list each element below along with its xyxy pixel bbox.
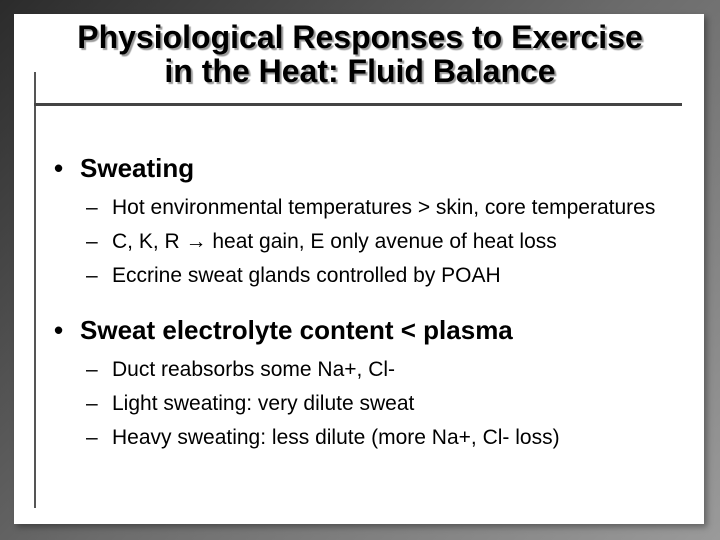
bullet-electrolyte — [54, 312, 694, 348]
sub-marker: – — [86, 392, 98, 415]
vertical-rule — [34, 72, 36, 508]
slide-content — [54, 150, 694, 456]
bullet-marker: • — [54, 153, 64, 183]
bullet-label: Sweating — [80, 153, 195, 183]
sub-list-sweating — [54, 192, 694, 291]
slide-title — [0, 20, 720, 88]
sub-marker: – — [86, 230, 98, 253]
sub-marker: – — [86, 426, 98, 449]
sub-text: Duct reabsorbs some Na+, Cl- — [112, 358, 396, 381]
sub-marker: – — [86, 358, 98, 381]
title-line-2: in the Heat: Fluid Balance — [164, 53, 556, 89]
sub-marker: – — [86, 196, 98, 219]
title-underline — [34, 103, 682, 106]
sub-item — [54, 354, 694, 385]
bullet-sweating — [54, 150, 694, 186]
sub-list-electrolyte — [54, 354, 694, 453]
sub-text: Eccrine sweat glands controlled by POAH — [112, 264, 501, 287]
sub-text: Light sweating: very dilute sweat — [112, 392, 415, 415]
title-line-1: Physiological Responses to Exercise — [77, 19, 643, 55]
bullet-label: Sweat electrolyte content < plasma — [80, 315, 513, 345]
bullet-marker: • — [54, 315, 64, 345]
sub-item — [54, 388, 694, 419]
sub-item — [54, 260, 694, 291]
sub-item — [54, 422, 694, 453]
sub-text: C, K, R → heat gain, E only avenue of heat loss — [112, 230, 557, 253]
sub-text: Hot environmental temperatures > skin, core temperatures — [112, 196, 656, 219]
sub-text: Heavy sweating: less dilute (more Na+, Cl- loss) — [112, 426, 560, 449]
sub-item — [54, 226, 694, 257]
sub-item — [54, 192, 694, 223]
sub-marker: – — [86, 264, 98, 287]
